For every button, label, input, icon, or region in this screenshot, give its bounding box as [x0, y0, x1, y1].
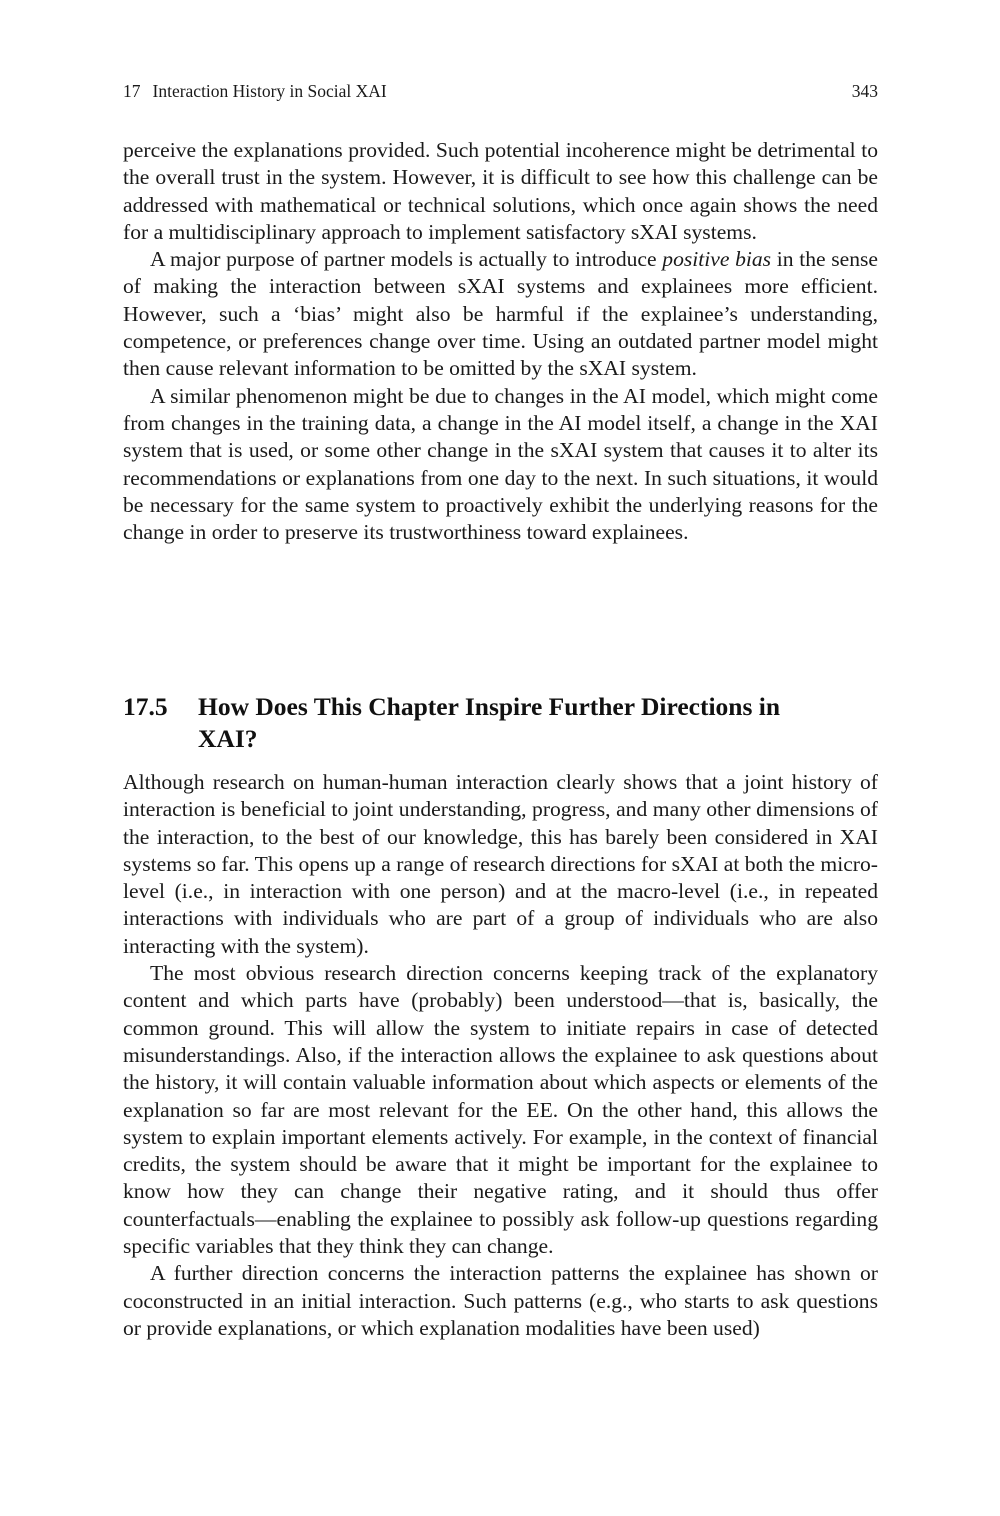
paragraph: The most obvious research direction concerns keeping track of the explanatory content and which parts have (probably) been understood—that is, basically, the common ground. This will allow the system to initiate repairs in case of detected misunderstandings. Also, if the interaction allows the explainee to ask questions about the history, it will contain valuable information about which aspects or elements of the explanation so far are most relevant for the EE. On the other hand, this allows the system to explain important elements actively. For example, in the context of financial credits, the system should be aware that it might be important for the explainee to know how they can change their negative rating, and it should thus offer counterfactuals—enabling the explainee to possibly ask follow-up questions regarding specific variables that they think they can change. [123, 961, 878, 1259]
page-number: 343 [851, 81, 878, 101]
paragraph [123, 246, 878, 382]
chapter-title: Interaction History in Social XAI [152, 81, 387, 101]
paragraph-text: in the sense of making the interaction between sXAI systems and explainees more efficient. However, such a ‘bias’ might also be harmful if the explainee’s understanding, competence, or preferences change over time. Using an outdated partner model might then cause relevant information to be omitted by the sXAI system. [123, 247, 878, 381]
section-heading [123, 691, 843, 755]
running-head [123, 79, 878, 103]
paragraph: Although research on human-human interaction clearly shows that a joint history of interaction is beneficial to joint understanding, progress, and many other dimensions of the interaction, to the best of our knowledge, this has barely been considered in XAI systems so far. This opens up a range of research directions for sXAI at both the micro-level (i.e., in interaction with one person) and at the macro-level (i.e., in repeated interactions with individuals who are part of a group of individuals who are also interacting with the system). [123, 770, 878, 958]
body-text-section [123, 769, 878, 1342]
section-title: How Does This Chapter Inspire Further Directions in XAI? [198, 692, 781, 754]
section-number: 17.5 [123, 692, 168, 722]
paragraph: A similar phenomenon might be due to changes in the AI model, which might come from changes in the training data, a change in the AI model itself, a change in the XAI system that is used, or some other change in the sXAI system that causes it to alter its recommendations or explanations from one day to the next. In such situations, it would be necessary for the same system to proactively exhibit the underlying reasons for the change in order to preserve its trustworthiness toward explainees. [123, 383, 878, 545]
paragraph-text: A major purpose of partner models is actually to introduce [150, 247, 663, 272]
paragraph: A further direction concerns the interaction patterns the explainee has shown or coconstructed in an initial interaction. Such patterns (e.g., who starts to ask questions or provide explanations, or which explanation modalities have been used) [123, 1261, 878, 1340]
chapter-number: 17 [123, 81, 141, 101]
paragraph: perceive the explanations provided. Such potential incoherence might be detrimental to the overall trust in the system. However, it is difficult to see how this challenge can be addressed with mathematical or technical solutions, which once again shows the need for a multidisciplinary approach to implement satisfactory sXAI systems. [123, 138, 878, 244]
body-text-top [123, 137, 878, 546]
emphasis-text: positive bias [662, 247, 772, 272]
